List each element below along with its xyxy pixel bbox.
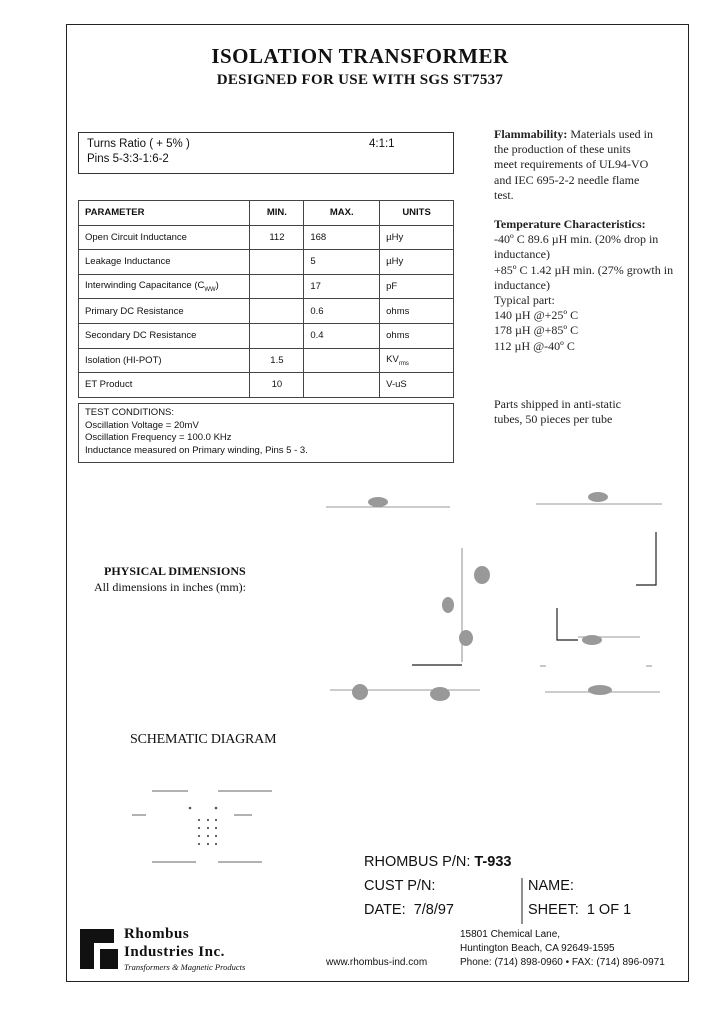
test-condition-line: Oscillation Frequency = 100.0 KHz	[85, 432, 232, 443]
physical-dimensions-subtitle: All dimensions in inches (mm):	[94, 580, 246, 594]
min-cell	[250, 250, 304, 275]
flammability-title: Flammability:	[494, 127, 568, 141]
test-conditions-box	[78, 403, 454, 463]
turns-ratio-box	[78, 132, 454, 174]
date-label: DATE:	[364, 902, 406, 918]
table-row	[79, 250, 454, 275]
turns-ratio-value: 4:1:1	[369, 138, 395, 150]
param-subscript: WW	[204, 287, 216, 294]
rhombus-pn-label: RHOMBUS P/N:	[364, 854, 471, 870]
company-name-line2: Industries Inc.	[124, 944, 225, 960]
company-address-line1: 15801 Chemical Lane,	[460, 929, 561, 940]
param-cell: Open Circuit Inductance	[79, 225, 250, 250]
units-cell: ohms	[380, 323, 454, 348]
temperature-note	[494, 217, 673, 354]
table-row	[79, 348, 454, 373]
table-row	[79, 225, 454, 250]
temperature-line: inductance)	[494, 277, 550, 292]
min-cell: 10	[250, 373, 304, 398]
turns-ratio-pins: Pins 5-3:3-1:6-2	[87, 153, 169, 165]
units-text: KV	[386, 353, 399, 365]
flammability-line: test.	[494, 187, 514, 202]
schematic-title: SCHEMATIC DIAGRAM	[130, 732, 277, 747]
spec-header-row	[79, 201, 454, 226]
shipping-note	[494, 397, 621, 427]
doc-subtitle: DESIGNED FOR USE WITH SGS ST7537	[216, 72, 504, 88]
doc-title: ISOLATION TRANSFORMER	[211, 44, 509, 68]
company-address-line2: Huntington Beach, CA 92649-1595	[460, 943, 615, 954]
min-cell	[250, 323, 304, 348]
temperature-line: 112 µH @-40º C	[494, 338, 575, 353]
max-cell	[304, 373, 380, 398]
shipping-line: Parts shipped in anti-static	[494, 397, 621, 411]
test-condition-line: Inductance measured on Primary winding, Pins 5 - 3.	[85, 444, 308, 456]
company-tagline: Transformers & Magnetic Products	[124, 962, 246, 972]
units-cell: pF	[380, 274, 454, 299]
table-row	[79, 274, 454, 299]
test-condition-line: Oscillation Voltage = 20mV	[85, 419, 199, 431]
rhombus-pn-value: T-933	[474, 854, 512, 870]
header-parameter: PARAMETER	[79, 201, 250, 226]
flammability-line: and IEC 695-2-2 needle flame	[494, 172, 640, 187]
temperature-line: inductance)	[494, 247, 550, 262]
sheet-label: SHEET:	[528, 902, 579, 918]
param-cell: Secondary DC Resistance	[79, 323, 250, 348]
units-cell: ohms	[380, 299, 454, 324]
test-conditions-title: TEST CONDITIONS:	[85, 407, 175, 418]
date-field	[364, 902, 454, 918]
rhombus-logo-icon	[80, 927, 120, 971]
min-cell	[250, 274, 304, 299]
param-cell: ET Product	[79, 373, 250, 398]
name-label: NAME:	[528, 878, 574, 894]
physical-dimensions-title: PHYSICAL DIMENSIONS	[104, 564, 246, 578]
min-cell: 112	[250, 225, 304, 250]
units-cell: µHy	[380, 250, 454, 275]
max-cell: 5	[304, 250, 380, 275]
flammability-line: the production of these units	[494, 142, 631, 157]
param-cell: Primary DC Resistance	[79, 299, 250, 324]
company-name-line1: Rhombus	[124, 926, 190, 942]
max-cell: 17	[304, 274, 380, 299]
max-cell: 0.4	[304, 323, 380, 348]
max-cell: 0.6	[304, 299, 380, 324]
table-row	[79, 373, 454, 398]
shipping-line: tubes, 50 pieces per tube	[494, 412, 613, 427]
units-subscript: rms	[398, 360, 409, 367]
max-cell: 168	[304, 225, 380, 250]
flammability-line: meet requirements of UL94-VO	[494, 157, 649, 172]
param-text: Interwinding Capacitance (C	[85, 280, 205, 292]
temperature-line: 178 µH @+85º C	[494, 323, 579, 338]
temperature-line: 140 µH @+25º C	[494, 308, 579, 323]
turns-ratio-label: Turns Ratio ( + 5% )	[87, 138, 190, 150]
max-cell	[304, 348, 380, 373]
flammability-text: Materials used in	[567, 127, 653, 141]
rhombus-pn	[364, 854, 511, 870]
units-cell	[380, 348, 454, 373]
company-website[interactable]: www.rhombus-ind.com	[326, 957, 428, 968]
temperature-title	[494, 217, 673, 232]
param-text-end: )	[215, 280, 219, 292]
units-cell: V-uS	[380, 373, 454, 398]
temperature-title-text: Temperature Characteristics:	[494, 217, 646, 231]
company-phone: Phone: (714) 898-0960 • FAX: (714) 896-0971	[460, 957, 665, 968]
temperature-line: +85º C 1.42 µH min. (27% growth in	[494, 262, 674, 277]
min-cell: 1.5	[250, 348, 304, 373]
date-value: 7/8/97	[413, 902, 455, 918]
min-cell	[250, 299, 304, 324]
cust-pn-label: CUST P/N:	[364, 878, 436, 894]
spec-table	[78, 200, 454, 398]
table-row	[79, 323, 454, 348]
temperature-line: -40º C 89.6 µH min. (20% drop in	[494, 232, 659, 247]
param-cell: Isolation (HI-POT)	[79, 348, 250, 373]
sheet-value: 1 OF 1	[586, 902, 632, 918]
param-cell: Leakage Inductance	[79, 250, 250, 275]
flammability-line	[494, 127, 653, 142]
temperature-line: Typical part:	[494, 293, 555, 308]
sheet-field	[528, 902, 631, 918]
flammability-note	[494, 127, 653, 203]
param-cell	[79, 274, 250, 299]
header-max: MAX.	[304, 201, 380, 226]
header-units: UNITS	[380, 201, 454, 226]
units-cell: µHy	[380, 225, 454, 250]
table-row	[79, 299, 454, 324]
header-min: MIN.	[250, 201, 304, 226]
